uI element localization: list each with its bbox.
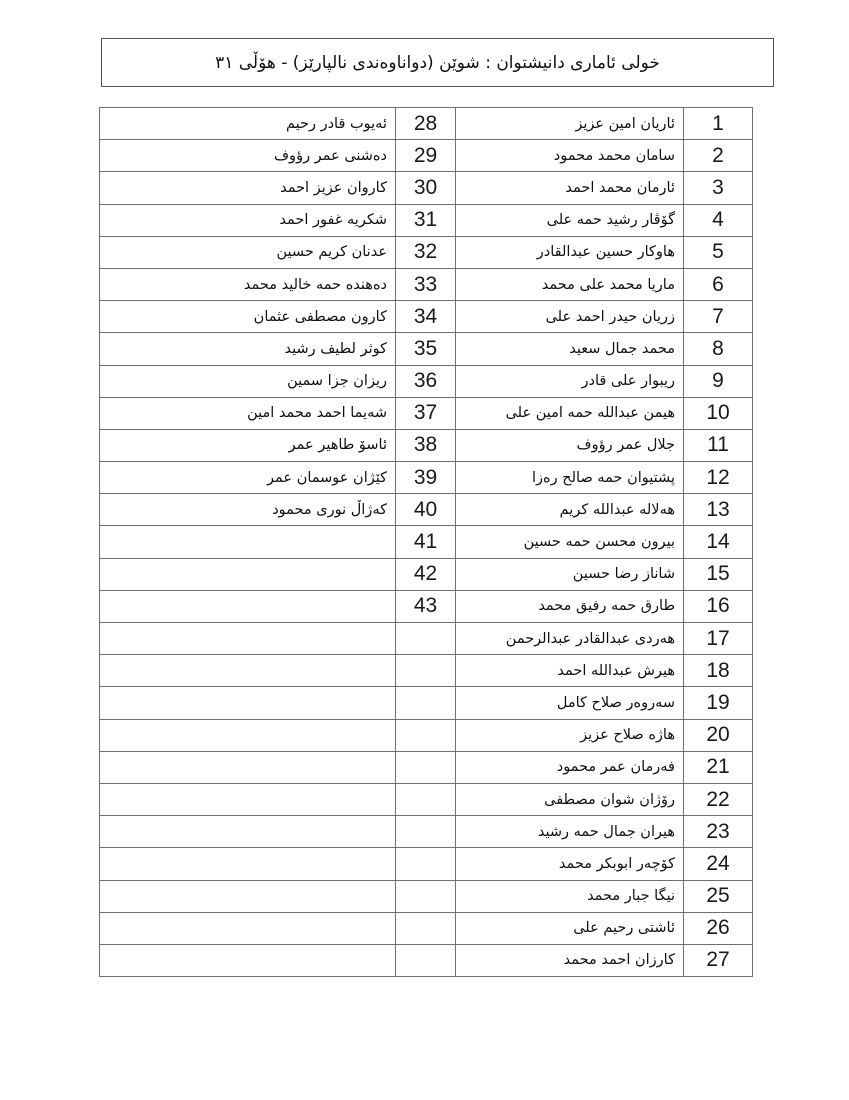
student-name-cell: محمد جمال سعید — [456, 333, 684, 365]
student-name-cell: دەشنی عمر رؤوف — [100, 140, 396, 172]
student-number-cell: 37 — [396, 397, 456, 429]
student-name-cell — [100, 655, 396, 687]
student-number-cell — [396, 687, 456, 719]
table-row — [100, 204, 753, 236]
student-name-cell: رۆژان شوان مصطفی — [456, 783, 684, 815]
student-number-cell: 18 — [684, 655, 753, 687]
table-row — [100, 365, 753, 397]
student-name-cell: ئاشتی رحیم علی — [456, 912, 684, 944]
student-number-cell: 41 — [396, 526, 456, 558]
student-name-cell: جلال عمر رؤوف — [456, 429, 684, 461]
student-number-cell: 43 — [396, 590, 456, 622]
table-row — [100, 944, 753, 976]
student-number-cell — [396, 783, 456, 815]
student-name-cell: کارزان احمد محمد — [456, 944, 684, 976]
student-name-cell: ریبوار علی قادر — [456, 365, 684, 397]
table-row — [100, 526, 753, 558]
table-row — [100, 397, 753, 429]
student-number-cell: 10 — [684, 397, 753, 429]
student-name-cell: هەلاله عبدالله کریم — [456, 494, 684, 526]
student-name-cell: هاوکار حسین عبدالقادر — [456, 236, 684, 268]
student-number-cell: 25 — [684, 880, 753, 912]
table-row — [100, 462, 753, 494]
student-number-cell: 11 — [684, 429, 753, 461]
student-number-cell: 32 — [396, 236, 456, 268]
student-name-cell: شکریه غفور احمد — [100, 204, 396, 236]
student-number-cell — [396, 655, 456, 687]
student-name-cell — [100, 751, 396, 783]
student-number-cell: 15 — [684, 558, 753, 590]
student-number-cell: 20 — [684, 719, 753, 751]
student-name-cell: ئەیوب قادر رحیم — [100, 108, 396, 140]
document-title: خولی ئاماری دانیشتوان : شوێن (دواناوەندی نالپارێز) - هۆڵی ٣١ — [215, 52, 660, 73]
table-row — [100, 655, 753, 687]
table-row — [100, 880, 753, 912]
student-name-cell — [100, 816, 396, 848]
student-number-cell: 14 — [684, 526, 753, 558]
student-number-cell: 16 — [684, 590, 753, 622]
student-name-cell — [100, 687, 396, 719]
student-name-cell: کارون مصطفی عثمان — [100, 301, 396, 333]
student-name-cell: فەرمان عمر محمود — [456, 751, 684, 783]
student-name-cell: عدنان کریم حسین — [100, 236, 396, 268]
table-row — [100, 590, 753, 622]
table-row — [100, 494, 753, 526]
table-row — [100, 108, 753, 140]
table-row — [100, 172, 753, 204]
student-number-cell — [396, 944, 456, 976]
student-name-cell: ریزان جزا سمین — [100, 365, 396, 397]
student-number-cell: 24 — [684, 848, 753, 880]
student-number-cell: 13 — [684, 494, 753, 526]
student-number-cell: 9 — [684, 365, 753, 397]
table-row — [100, 301, 753, 333]
student-name-cell — [100, 783, 396, 815]
student-roster-table — [99, 107, 753, 977]
student-name-cell — [100, 912, 396, 944]
student-number-cell: 6 — [684, 268, 753, 300]
student-name-cell: کوثر لطیف رشید — [100, 333, 396, 365]
student-number-cell: 28 — [396, 108, 456, 140]
table-row — [100, 140, 753, 172]
student-number-cell: 36 — [396, 365, 456, 397]
student-number-cell: 39 — [396, 462, 456, 494]
table-row — [100, 333, 753, 365]
student-name-cell: کۆچەر ابوبکر محمد — [456, 848, 684, 880]
table-row — [100, 429, 753, 461]
document-title-box — [101, 38, 774, 87]
student-number-cell: 19 — [684, 687, 753, 719]
student-name-cell: شەیما احمد محمد امین — [100, 397, 396, 429]
student-number-cell: 42 — [396, 558, 456, 590]
student-name-cell: شاناز رضا حسین — [456, 558, 684, 590]
student-number-cell: 4 — [684, 204, 753, 236]
student-number-cell — [396, 816, 456, 848]
student-number-cell: 29 — [396, 140, 456, 172]
student-number-cell: 5 — [684, 236, 753, 268]
student-name-cell — [100, 719, 396, 751]
student-name-cell: هاژە صلاح عزیز — [456, 719, 684, 751]
student-number-cell — [396, 880, 456, 912]
table-row — [100, 751, 753, 783]
student-number-cell: 33 — [396, 268, 456, 300]
student-number-cell: 2 — [684, 140, 753, 172]
table-row — [100, 783, 753, 815]
student-name-cell: نیگا جبار محمد — [456, 880, 684, 912]
table-row — [100, 268, 753, 300]
student-name-cell: هیران جمال حمه رشید — [456, 816, 684, 848]
student-name-cell — [100, 526, 396, 558]
student-name-cell: کێژان عوسمان عمر — [100, 462, 396, 494]
table-row — [100, 558, 753, 590]
table-row — [100, 236, 753, 268]
student-name-cell: پشتیوان حمه صالح رەزا — [456, 462, 684, 494]
roster-body — [100, 108, 753, 977]
student-number-cell: 31 — [396, 204, 456, 236]
student-number-cell — [396, 912, 456, 944]
student-number-cell: 40 — [396, 494, 456, 526]
student-name-cell — [100, 880, 396, 912]
table-row — [100, 719, 753, 751]
student-name-cell — [100, 848, 396, 880]
student-number-cell: 27 — [684, 944, 753, 976]
student-name-cell: سەروەر صلاح کامل — [456, 687, 684, 719]
student-name-cell: هیرش عبدالله احمد — [456, 655, 684, 687]
student-number-cell: 21 — [684, 751, 753, 783]
student-name-cell: کەژاڵ نوری محمود — [100, 494, 396, 526]
student-name-cell: سامان محمد محمود — [456, 140, 684, 172]
student-name-cell — [100, 590, 396, 622]
student-number-cell: 30 — [396, 172, 456, 204]
table-row — [100, 848, 753, 880]
student-number-cell — [396, 848, 456, 880]
student-number-cell: 35 — [396, 333, 456, 365]
student-name-cell: هیمن عبدالله حمه امین علی — [456, 397, 684, 429]
table-row — [100, 687, 753, 719]
student-name-cell: هەردی عبدالقادر عبدالرحمن — [456, 623, 684, 655]
student-name-cell — [100, 623, 396, 655]
student-name-cell: ئاسۆ طاهیر عمر — [100, 429, 396, 461]
student-name-cell: ماریا محمد علی محمد — [456, 268, 684, 300]
student-number-cell: 34 — [396, 301, 456, 333]
table-row — [100, 816, 753, 848]
student-number-cell: 1 — [684, 108, 753, 140]
student-name-cell — [100, 944, 396, 976]
student-name-cell: ئاریان امین عزیز — [456, 108, 684, 140]
student-number-cell: 12 — [684, 462, 753, 494]
student-name-cell: ئارمان محمد احمد — [456, 172, 684, 204]
student-name-cell — [100, 558, 396, 590]
student-number-cell — [396, 719, 456, 751]
student-name-cell: گۆڤار رشید حمه علی — [456, 204, 684, 236]
student-name-cell: دەهندە حمه خالید محمد — [100, 268, 396, 300]
table-row — [100, 623, 753, 655]
student-number-cell — [396, 751, 456, 783]
student-number-cell: 23 — [684, 816, 753, 848]
student-number-cell — [396, 623, 456, 655]
student-number-cell: 8 — [684, 333, 753, 365]
student-number-cell: 17 — [684, 623, 753, 655]
student-name-cell: زریان حیدر احمد علی — [456, 301, 684, 333]
student-number-cell: 26 — [684, 912, 753, 944]
student-number-cell: 3 — [684, 172, 753, 204]
student-number-cell: 38 — [396, 429, 456, 461]
student-number-cell: 7 — [684, 301, 753, 333]
student-name-cell: طارق حمه رفیق محمد — [456, 590, 684, 622]
student-number-cell: 22 — [684, 783, 753, 815]
student-name-cell: بیرون محسن حمه حسین — [456, 526, 684, 558]
table-row — [100, 912, 753, 944]
student-name-cell: کاروان عزیز احمد — [100, 172, 396, 204]
